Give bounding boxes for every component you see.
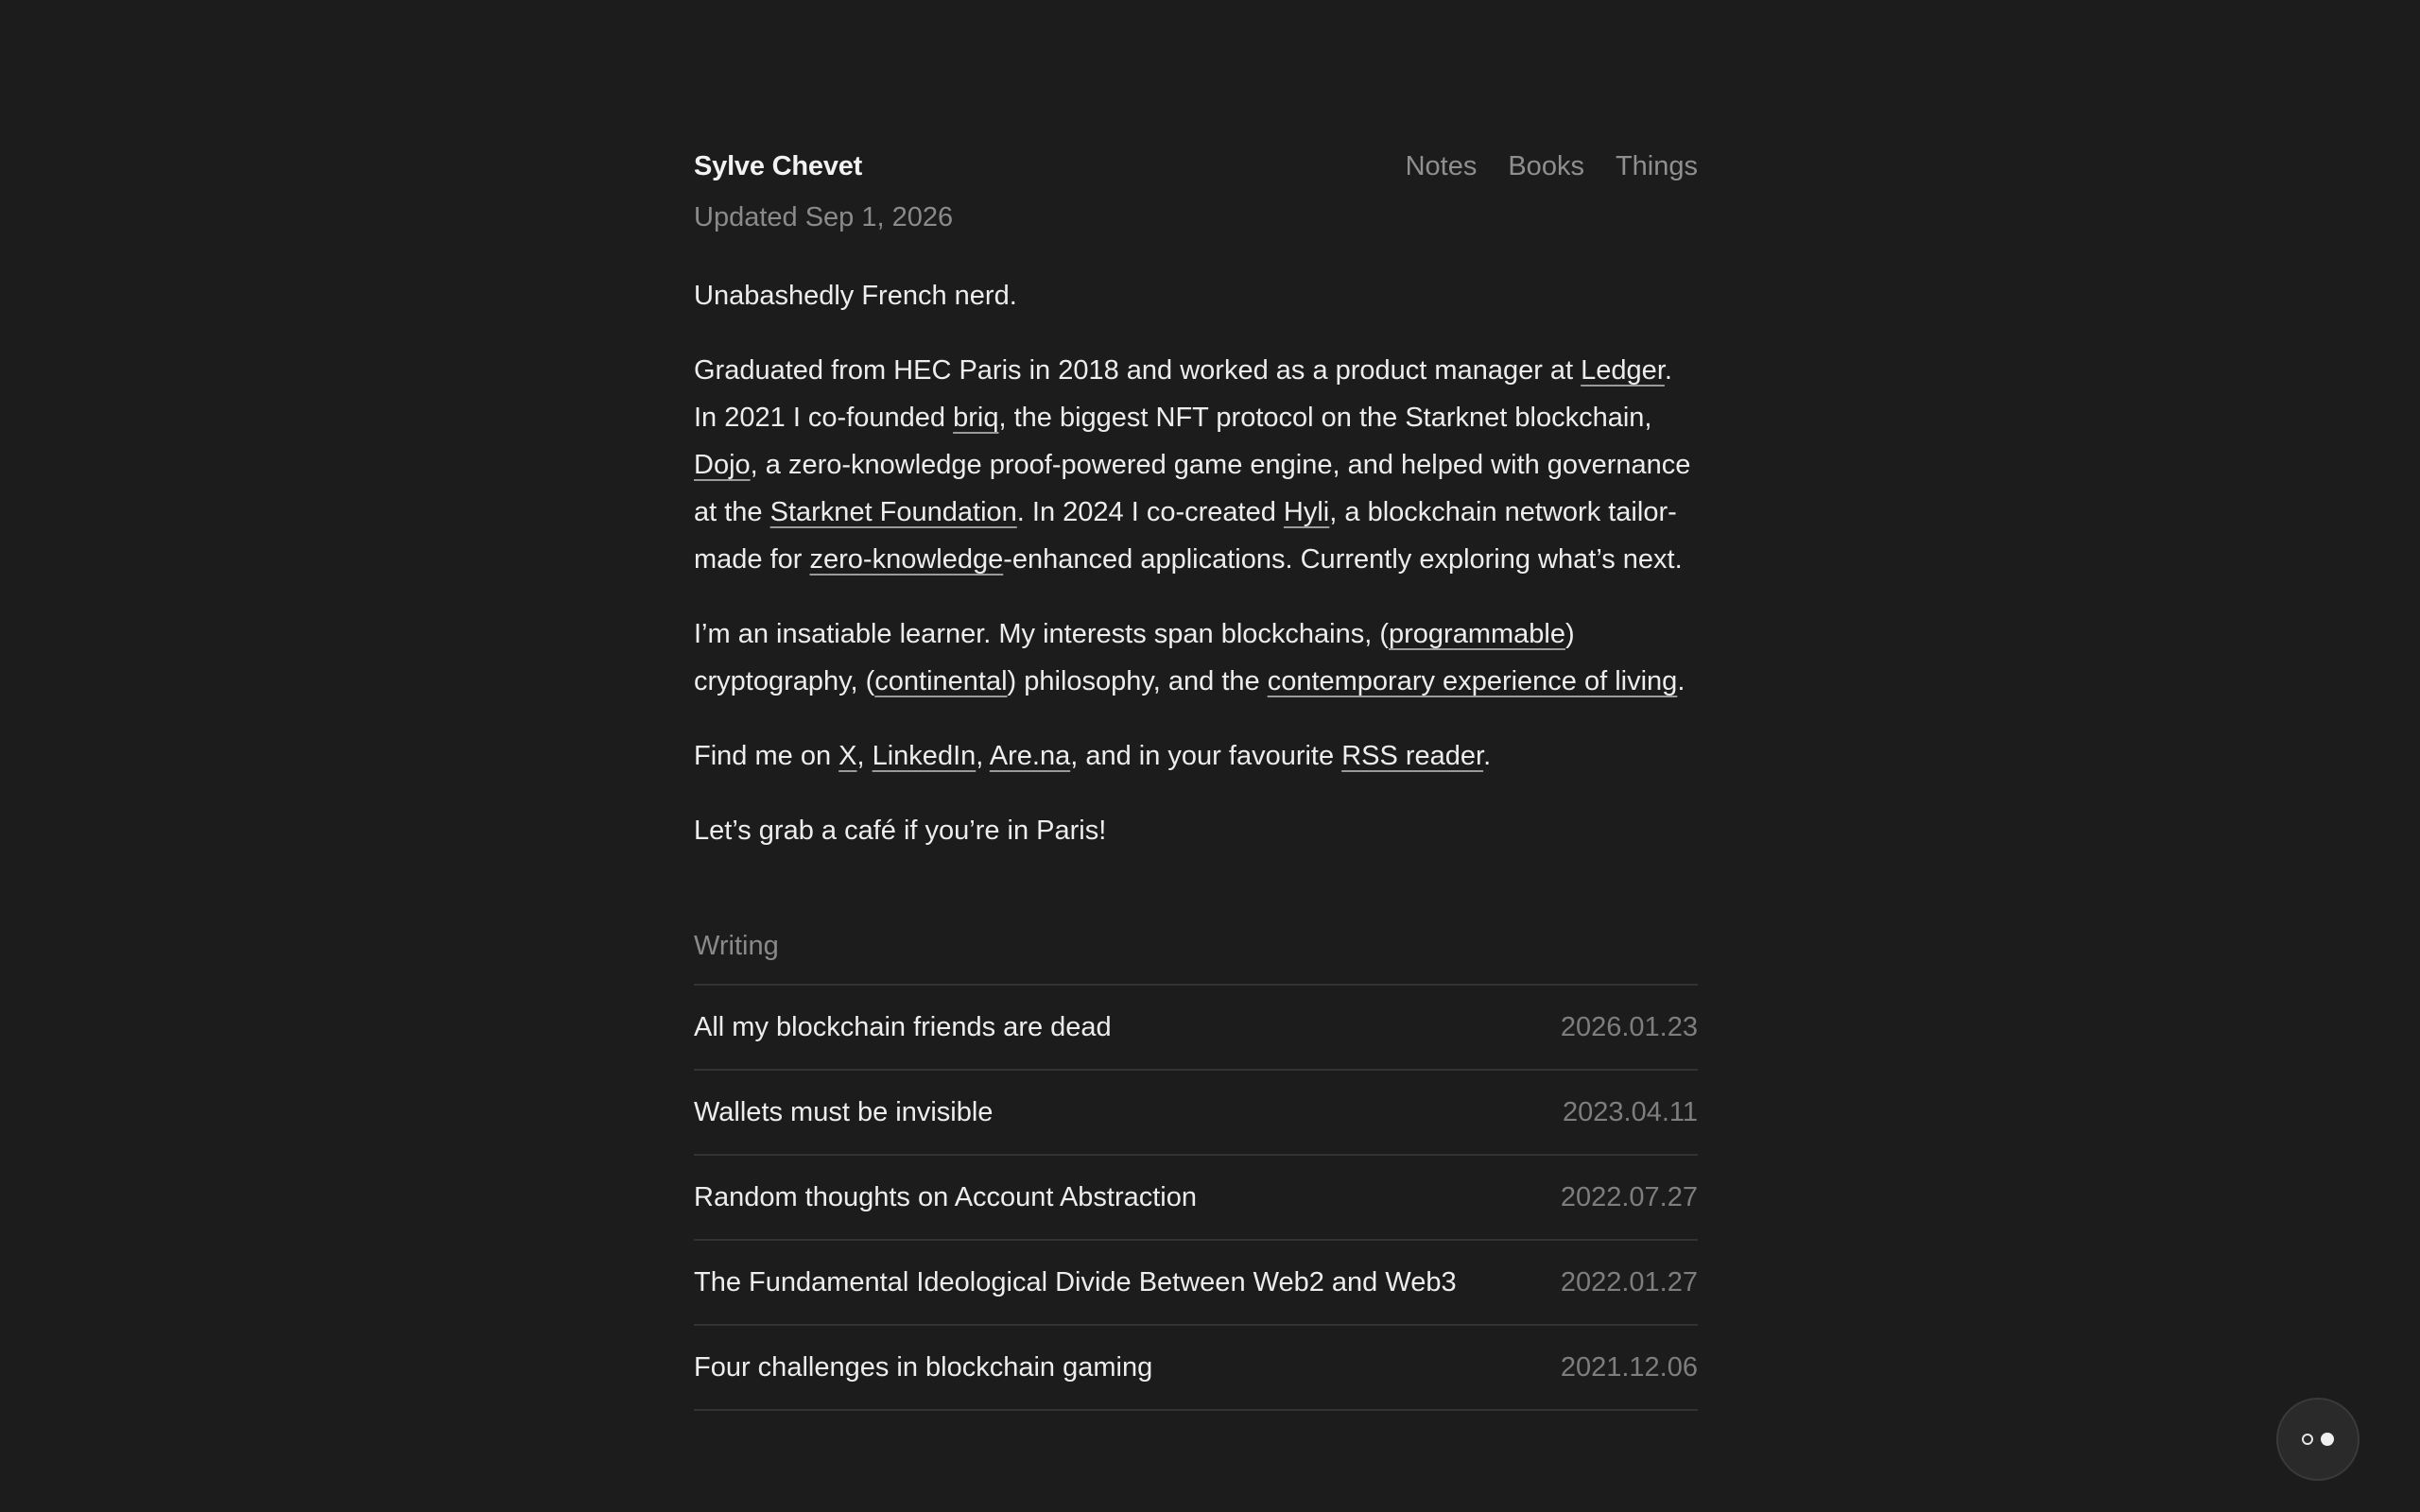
bio-text: , the biggest NFT protocol on the Starknet blockchain, (998, 403, 1652, 433)
rss-reader-link[interactable]: RSS reader (1341, 741, 1484, 771)
post-title[interactable]: Four challenges in blockchain gaming (694, 1351, 1153, 1383)
site-header (694, 151, 1698, 197)
writing-section-label: Writing (694, 928, 1698, 986)
post-row[interactable] (694, 986, 1698, 1071)
bio-text: Find me on (694, 741, 839, 771)
post-title[interactable]: Random thoughts on Account Abstraction (694, 1181, 1198, 1212)
ledger-link[interactable]: Ledger (1581, 355, 1665, 386)
theme-toggle-button[interactable] (2276, 1398, 2360, 1481)
bio-paragraph-career (694, 347, 1698, 583)
bio-paragraph-interests (694, 610, 1698, 705)
post-date: 2022.01.27 (1560, 1266, 1698, 1297)
post-title[interactable]: The Fundamental Ideological Divide Between Web2 and Web3 (694, 1266, 1457, 1297)
starknet-foundation-link[interactable]: Starknet Foundation (769, 497, 1017, 527)
post-title[interactable]: Wallets must be invisible (694, 1096, 994, 1127)
linkedin-link[interactable]: LinkedIn (872, 741, 977, 771)
bio-text: , (856, 741, 873, 771)
arena-link[interactable]: Are.na (989, 741, 1071, 771)
bio-paragraph-social (694, 732, 1698, 780)
bio-text: I’m an insatiable learner. My interests span blockchains, ( (694, 619, 1390, 649)
theme-toggle-icon (2321, 1433, 2334, 1446)
bio-text: ) cryptography, ( (694, 619, 1575, 696)
bio-text: , (976, 741, 990, 771)
bio-text: , and in your favourite (1070, 741, 1342, 771)
dojo-link[interactable]: Dojo (694, 450, 751, 480)
bio-text: ) philosophy, and the (1007, 666, 1268, 696)
updated-date: Updated Sep 1, 2026 (694, 202, 954, 232)
post-title[interactable]: All my blockchain friends are dead (694, 1011, 1112, 1042)
nav-things-link[interactable]: Things (1615, 151, 1698, 181)
post-date: 2026.01.23 (1560, 1011, 1698, 1042)
nav-notes-link[interactable]: Notes (1405, 151, 1478, 181)
zero-knowledge-link[interactable]: zero-knowledge (809, 544, 1004, 575)
programmable-link[interactable]: programmable (1389, 619, 1565, 649)
post-date: 2023.04.11 (1563, 1096, 1698, 1127)
post-date: 2021.12.06 (1560, 1351, 1698, 1383)
main-content (694, 151, 1698, 1411)
continental-link[interactable]: continental (874, 666, 1008, 696)
bio-paragraph-intro: Unabashedly French nerd. (694, 281, 1017, 311)
theme-toggle-icon (2302, 1434, 2313, 1445)
briq-link[interactable]: briq (953, 403, 999, 433)
post-list (694, 986, 1698, 1411)
bio-text: Graduated from HEC Paris in 2018 and worked as a product manager at (694, 355, 1582, 386)
bio-text: -enhanced applications. Currently exploring what’s next. (1003, 544, 1683, 575)
bio-paragraph-cafe: Let’s grab a café if you’re in Paris! (694, 816, 1107, 846)
hyli-link[interactable]: Hyli (1283, 497, 1330, 527)
post-date: 2022.07.27 (1560, 1181, 1698, 1212)
contemporary-experience-link[interactable]: contemporary experience of living (1267, 666, 1678, 696)
post-row[interactable] (694, 1156, 1698, 1241)
nav-books-link[interactable]: Books (1508, 151, 1584, 181)
x-link[interactable]: X (838, 741, 857, 771)
bio-section (694, 272, 1698, 854)
post-row[interactable] (694, 1326, 1698, 1411)
top-nav (1406, 151, 1698, 182)
site-name[interactable]: Sylve Chevet (694, 151, 863, 181)
bio-text: . In 2021 I co-founded (694, 355, 1672, 433)
bio-text: . (1677, 666, 1685, 696)
bio-text: , a zero-knowledge proof-powered game engine, and helped with governance at the (694, 450, 1691, 527)
writing-section (694, 928, 1698, 1411)
post-row[interactable] (694, 1241, 1698, 1326)
bio-text: . In 2024 I co-created (1016, 497, 1284, 527)
post-row[interactable] (694, 1071, 1698, 1156)
bio-text: . (1483, 741, 1492, 771)
bio-text: , a blockchain network tailor-made for (694, 497, 1677, 575)
